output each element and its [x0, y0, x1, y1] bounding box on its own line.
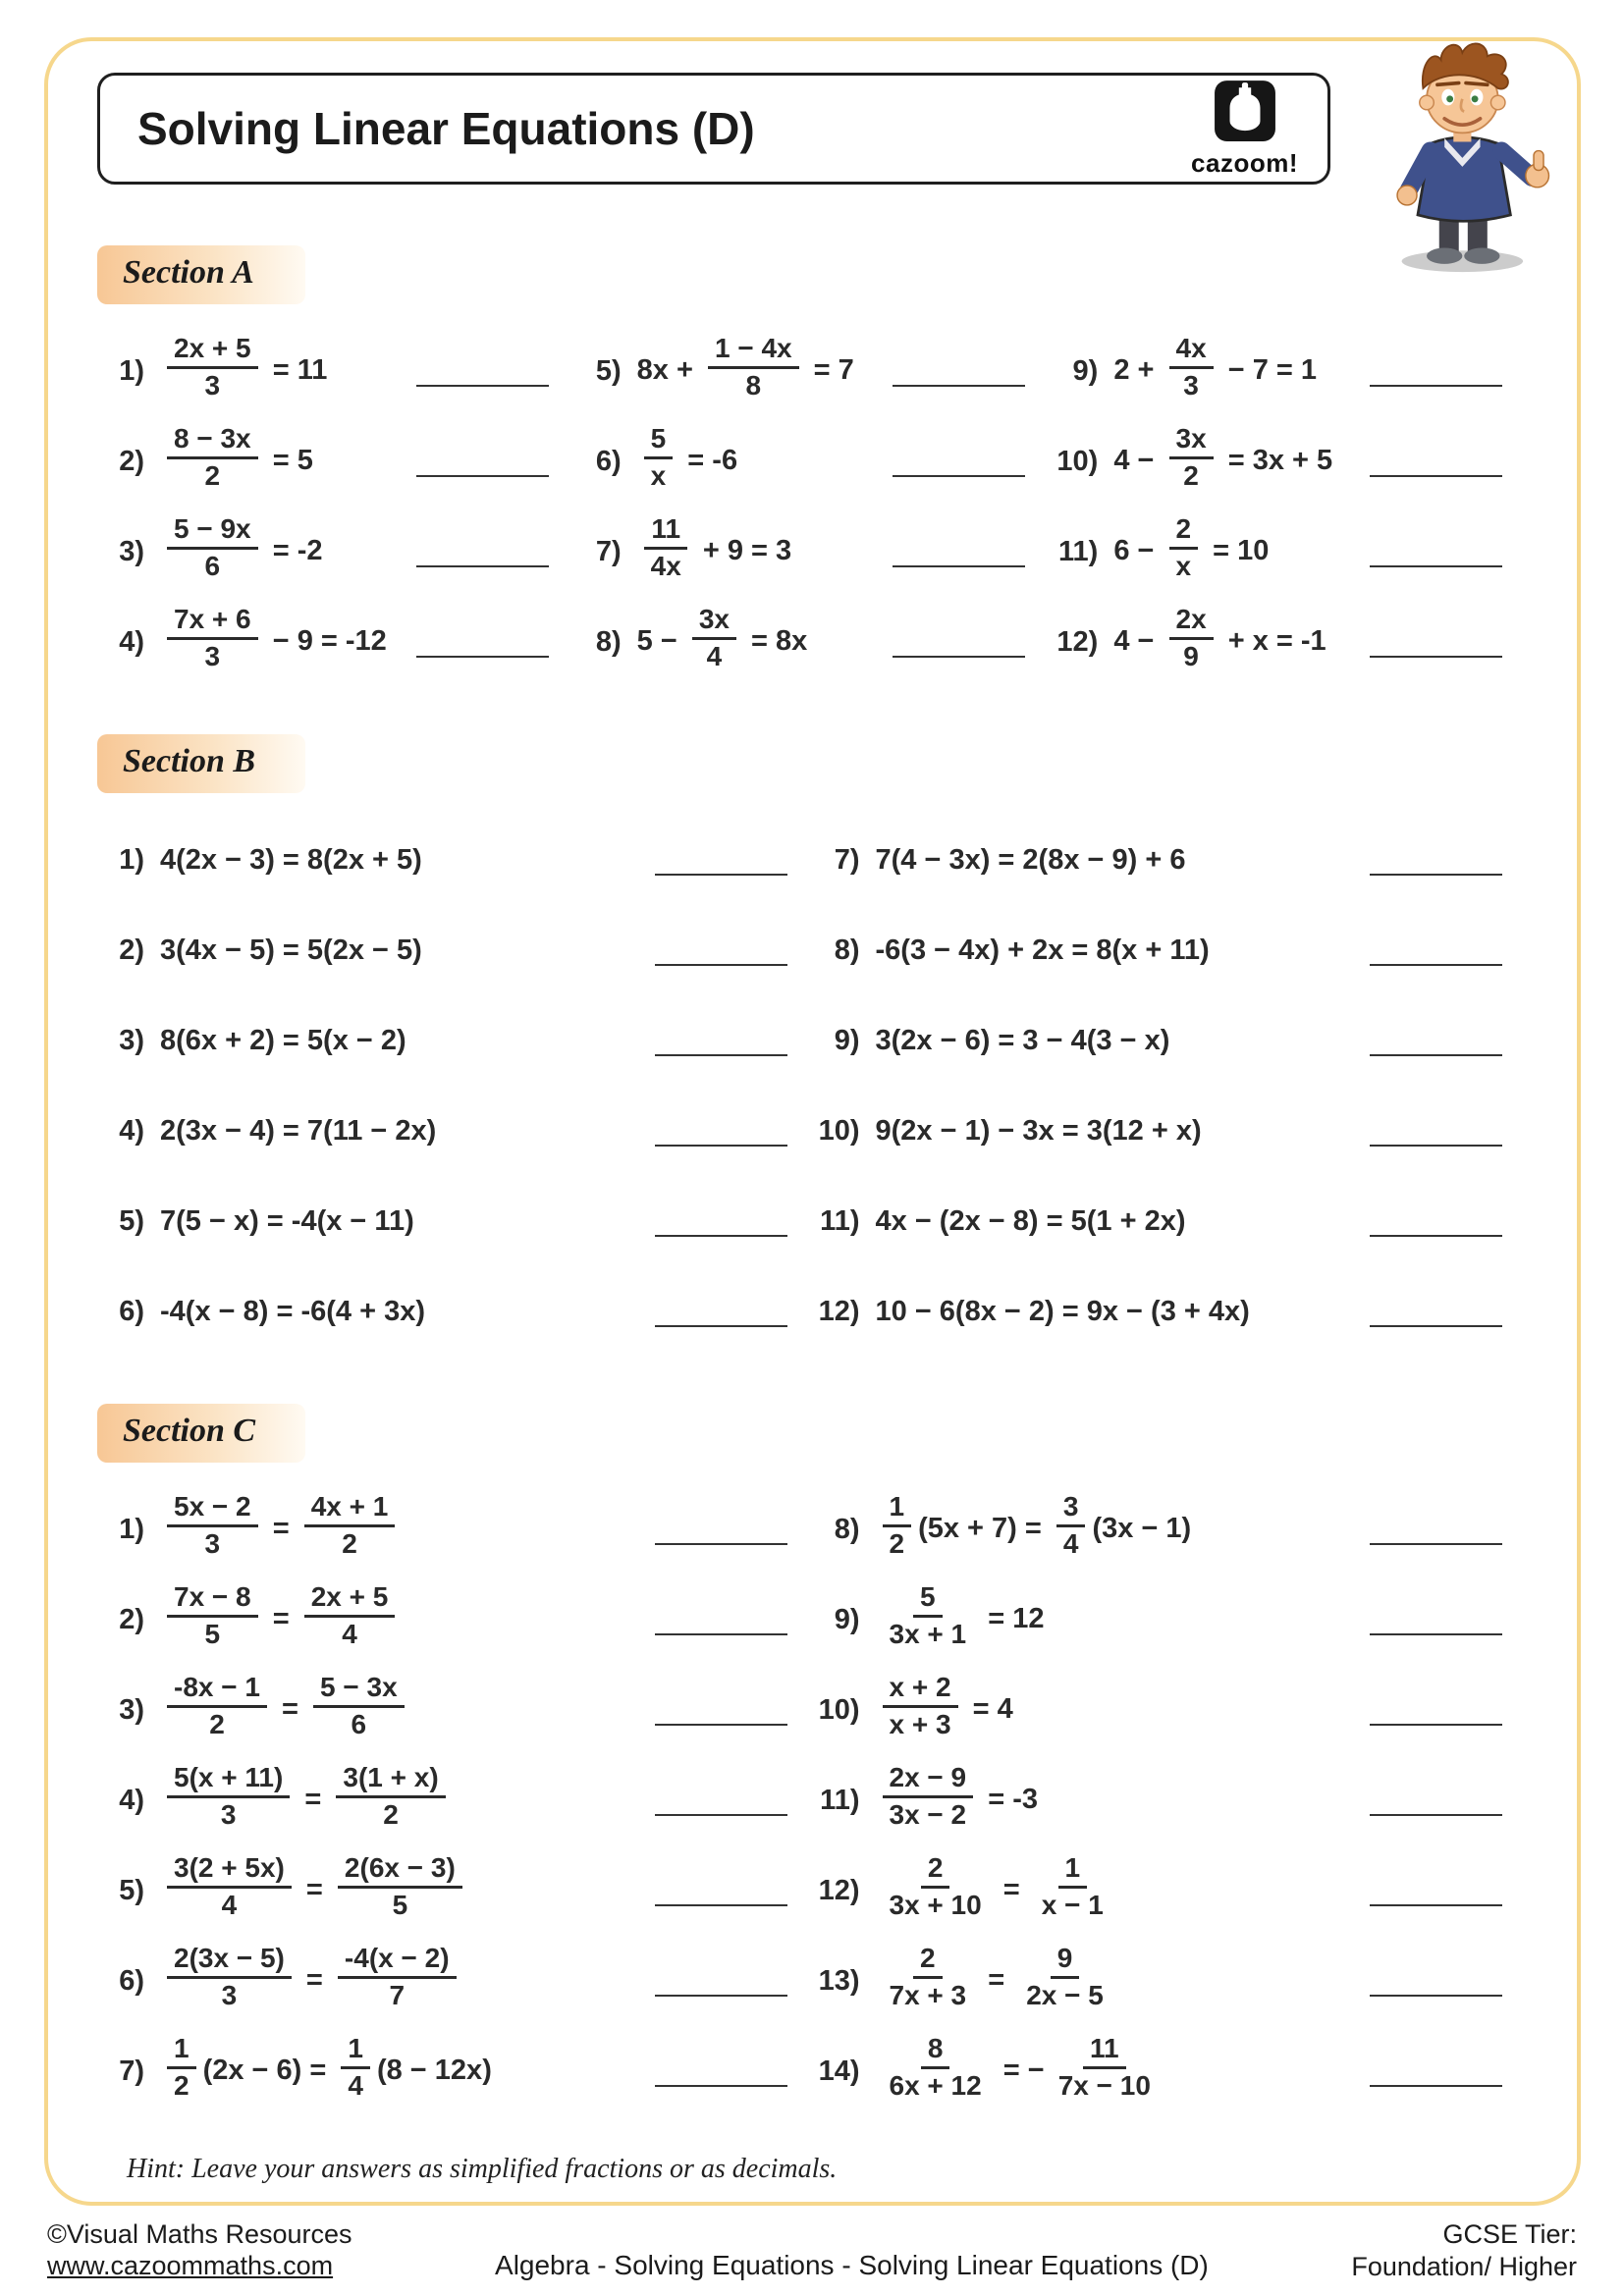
fraction-denominator: 3 — [204, 369, 221, 400]
answer-blank — [655, 1145, 787, 1147]
answer-blank — [655, 1904, 787, 1906]
problem-number: 6) — [119, 1295, 144, 1327]
fraction — [167, 1853, 292, 1921]
fraction — [167, 334, 258, 401]
problem-equation: 4(2x − 3) = 8(2x + 5) — [160, 843, 422, 876]
problem-equation: -6(3 − 4x) + 2x = 8(x + 11) — [875, 934, 1210, 966]
answer-blank — [893, 475, 1025, 477]
problem-equation: $\frac{5 - 9x}{6}$ = -2 — [160, 518, 322, 586]
fraction — [167, 2034, 196, 2102]
fraction — [167, 1673, 267, 1740]
problem-equation: $\frac{8}{6x + 12}$ = − $\frac{11}{7x - 10}$ — [876, 2038, 1164, 2106]
fraction-denominator: 8 — [745, 369, 762, 400]
worksheet-header — [97, 73, 1330, 185]
problem-equation: $\frac{5x - 2}{3}$ = $\frac{4x + 1}{2}$ — [160, 1496, 402, 1564]
fraction-denominator: 2 — [204, 459, 221, 491]
fraction-denominator: 3 — [221, 1979, 238, 2010]
problem-equation: 7(5 − x) = -4(x − 11) — [160, 1204, 414, 1237]
problem-number: 5) — [119, 1204, 144, 1237]
section-c-problems — [97, 1484, 1528, 2116]
problem-item — [97, 815, 813, 905]
problem-item — [97, 2026, 813, 2116]
fraction — [341, 2034, 370, 2102]
fraction-denominator: 2 — [174, 2069, 189, 2101]
fraction-denominator: 6x + 12 — [889, 2069, 982, 2101]
fraction — [1169, 334, 1214, 401]
fraction-numerator: 3x — [1169, 424, 1214, 459]
fraction-denominator: 7 — [389, 1979, 406, 2010]
answer-blank — [655, 1325, 787, 1327]
fraction-numerator: 1 − 4x — [708, 334, 799, 369]
cazoom-logo — [1191, 79, 1298, 179]
answer-blank — [416, 475, 549, 477]
section-b-problems — [97, 815, 1528, 1357]
problem-item — [813, 1575, 1529, 1665]
problem-number: 7) — [595, 535, 622, 567]
fraction — [1035, 1853, 1110, 1921]
problem-item — [97, 326, 574, 416]
section-a — [97, 245, 1528, 687]
fraction-denominator: 4 — [342, 1618, 357, 1649]
fraction-denominator: x — [1175, 550, 1192, 581]
fraction-numerator: 5 − 9x — [167, 514, 258, 550]
fraction-numerator: 11 — [644, 514, 687, 550]
fraction-numerator: 1 — [167, 2034, 196, 2069]
fraction-numerator: 8 — [921, 2034, 950, 2069]
footer-description: Algebra - Solving Equations - Solving Linear Equations (D) — [495, 2249, 1209, 2280]
problem-item — [97, 1484, 813, 1575]
fraction — [883, 1944, 974, 2011]
problem-number: 6) — [119, 1964, 144, 1997]
tier-label: GCSE Tier: — [1442, 2218, 1577, 2249]
problem-equation: $\frac{5(x + 11)}{3}$ = $\frac{3(1 + x)}{2}$ — [160, 1767, 453, 1835]
fraction-denominator: 2 — [383, 1798, 399, 1830]
problem-number: 12) — [818, 1295, 860, 1327]
problem-item — [813, 1755, 1529, 1845]
fraction — [167, 605, 258, 672]
problem-number: 11) — [820, 1784, 860, 1816]
hint-text: Hint: Leave your answers as simplified fractions or as decimals. — [127, 2154, 838, 2184]
problem-equation: $\frac{5}{x}$ = -6 — [637, 428, 737, 496]
problem-number: 4) — [119, 625, 144, 658]
fraction — [1019, 1944, 1110, 2011]
answer-blank — [1370, 1724, 1502, 1726]
fraction-numerator: 2x − 9 — [883, 1763, 974, 1798]
fraction — [167, 1763, 290, 1831]
problem-item — [813, 1936, 1529, 2026]
answer-blank — [1370, 1814, 1502, 1816]
fraction-numerator: 4x + 1 — [304, 1492, 396, 1527]
problem-number: 9) — [1072, 354, 1099, 387]
answer-blank — [655, 1054, 787, 1056]
problem-equation: 3(2x − 6) = 3 − 4(3 − x) — [875, 1024, 1170, 1056]
fraction — [883, 2034, 989, 2102]
answer-blank — [1370, 1904, 1502, 1906]
problem-item — [574, 507, 1052, 597]
answer-blank — [1370, 874, 1502, 876]
problem-number: 5) — [119, 1874, 144, 1906]
problem-equation: 3(4x − 5) = 5(2x − 5) — [160, 934, 422, 966]
fraction-denominator: 3 — [204, 1527, 221, 1559]
fraction-denominator: 4 — [221, 1889, 238, 1920]
answer-blank — [893, 656, 1025, 658]
fraction-denominator: 3 — [204, 640, 221, 671]
fraction — [167, 1582, 258, 1650]
problem-number: 9) — [834, 1024, 860, 1056]
fraction-numerator: 1 — [883, 1492, 912, 1527]
problem-item — [813, 995, 1529, 1086]
problem-equation: $\frac{2x + 5}{3}$ = 11 — [160, 338, 327, 405]
problem-item — [97, 905, 813, 995]
fraction — [304, 1492, 396, 1560]
fraction-numerator: 2x + 5 — [304, 1582, 396, 1618]
problem-equation: $\frac{-8x - 1}{2}$ = $\frac{5 - 3x}{6}$ — [160, 1677, 411, 1744]
section-c-label: Section C — [123, 1413, 256, 1449]
problem-item — [97, 1936, 813, 2026]
problem-item — [813, 1176, 1529, 1266]
problem-equation: -4(x − 8) = -6(4 + 3x) — [160, 1295, 425, 1327]
problem-equation: 2(3x − 4) = 7(11 − 2x) — [160, 1114, 437, 1147]
problem-equation: $\frac{2(3x - 5)}{3}$ = $\frac{-4(x - 2)}{7}$ — [160, 1948, 463, 2015]
answer-blank — [1370, 656, 1502, 658]
problem-item — [1051, 416, 1528, 507]
section-c-heading — [97, 1404, 305, 1463]
page-title: Solving Linear Equations (D) — [137, 103, 755, 154]
fraction-numerator: 5 — [913, 1582, 943, 1618]
answer-blank — [893, 565, 1025, 567]
fraction-denominator: x — [650, 459, 667, 491]
problem-number: 13) — [818, 1964, 860, 1997]
fraction — [644, 514, 688, 582]
problem-number: 2) — [119, 934, 144, 966]
section-b-heading — [97, 734, 305, 793]
fraction-numerator: 2x — [1169, 605, 1214, 640]
fraction-denominator: 5 — [392, 1889, 408, 1920]
answer-blank — [1370, 565, 1502, 567]
cazoom-logo-text: cazoom! — [1191, 148, 1298, 178]
fraction — [167, 424, 258, 492]
fraction-numerator: 5 — [644, 424, 674, 459]
fraction-numerator: 3(2 + 5x) — [167, 1853, 292, 1889]
problem-equation: 4x − (2x − 8) = 5(1 + 2x) — [875, 1204, 1186, 1237]
problem-equation: 8x + $\frac{1 - 4x}{8}$ = 7 — [636, 332, 854, 400]
problem-equation: $\frac{x + 2}{x + 3}$ = 4 — [876, 1677, 1013, 1744]
fraction-denominator: 2x − 5 — [1026, 1979, 1104, 2010]
fraction-denominator: 7x − 10 — [1057, 2069, 1151, 2101]
problem-number: 1) — [119, 1513, 144, 1545]
problem-number: 9) — [834, 1603, 860, 1635]
fraction-numerator: 2 — [913, 1944, 943, 1979]
problem-number: 3) — [119, 1693, 144, 1726]
problem-number: 3) — [119, 535, 144, 567]
problem-number: 7) — [834, 843, 860, 876]
answer-blank — [416, 565, 549, 567]
problem-item — [813, 1086, 1529, 1176]
fraction-denominator: 2 — [342, 1527, 357, 1559]
answer-blank — [1370, 964, 1502, 966]
answer-blank — [655, 874, 787, 876]
problem-equation: $\frac{8 - 3x}{2}$ = 5 — [160, 428, 313, 496]
problem-item — [813, 1665, 1529, 1755]
section-a-label: Section A — [123, 254, 254, 291]
fraction-numerator: 5x − 2 — [167, 1492, 258, 1527]
problem-number: 4) — [119, 1784, 144, 1816]
answer-blank — [655, 1543, 787, 1545]
fraction — [1169, 605, 1214, 672]
fraction-denominator: 3 — [1183, 369, 1199, 400]
fraction — [883, 1673, 958, 1740]
fraction-denominator: 3 — [220, 1798, 237, 1830]
section-b-label: Section B — [123, 743, 256, 779]
problem-item — [97, 597, 574, 687]
problem-item — [97, 507, 574, 597]
problem-item — [813, 905, 1529, 995]
problem-number: 4) — [119, 1114, 144, 1147]
problem-item — [97, 1266, 813, 1357]
fraction-numerator: 2(6x − 3) — [338, 1853, 462, 1889]
fraction-numerator: 11 — [1083, 2034, 1126, 2069]
problem-equation: 8(6x + 2) = 5(x − 2) — [160, 1024, 406, 1056]
answer-blank — [1370, 1543, 1502, 1545]
answer-blank — [1370, 1325, 1502, 1327]
fraction — [336, 1763, 445, 1831]
problem-number: 8) — [834, 1513, 860, 1545]
fraction-numerator: 1 — [341, 2034, 370, 2069]
section-a-problems — [97, 326, 1528, 687]
cartoon-character — [1359, 39, 1573, 273]
problem-number: 10) — [818, 1114, 860, 1147]
footer-tier — [1351, 2218, 1577, 2285]
problem-equation: $\frac{3(2 + 5x)}{4}$ = $\frac{2(6x - 3)}{5}$ — [160, 1857, 469, 1925]
section-b — [97, 734, 1528, 1357]
problem-item — [574, 416, 1052, 507]
answer-blank — [416, 656, 549, 658]
website-link[interactable]: www.cazoommaths.com — [47, 2251, 334, 2281]
fraction-numerator: 2x + 5 — [167, 334, 258, 369]
problem-equation: 4 − $\frac{3x}{2}$ = 3x + 5 — [1113, 422, 1333, 491]
fraction — [883, 1582, 974, 1650]
fraction-denominator: x + 3 — [889, 1708, 951, 1739]
problem-number: 3) — [119, 1024, 144, 1056]
answer-blank — [1370, 385, 1502, 387]
fraction — [883, 1853, 989, 1921]
problem-item — [97, 1665, 813, 1755]
problem-item — [1051, 597, 1528, 687]
problem-item — [97, 1575, 813, 1665]
answer-blank — [1370, 1995, 1502, 1997]
problem-number: 2) — [119, 445, 144, 477]
problem-equation: $\frac{11}{4x}$ + 9 = 3 — [637, 518, 792, 586]
fraction-numerator: 7x + 6 — [167, 605, 258, 640]
problem-equation: 10 − 6(8x − 2) = 9x − (3 + 4x) — [875, 1295, 1250, 1327]
fraction-numerator: x + 2 — [883, 1673, 958, 1708]
fraction — [644, 424, 674, 492]
fraction-numerator: 5 − 3x — [313, 1673, 405, 1708]
fraction — [338, 1853, 462, 1921]
fraction-denominator: 4 — [1062, 1527, 1079, 1559]
fraction-numerator: 3 — [1056, 1492, 1086, 1527]
problem-item — [1051, 326, 1528, 416]
problem-equation: $\frac{2}{7x + 3}$ = $\frac{9}{2x - 5}$ — [876, 1948, 1117, 2015]
fraction — [1052, 2034, 1158, 2102]
answer-blank — [655, 1995, 787, 1997]
fraction — [692, 605, 736, 672]
fraction-numerator: 2(3x − 5) — [167, 1944, 292, 1979]
fraction-denominator: 2 — [889, 1527, 905, 1559]
cazoom-logo-icon — [1213, 79, 1277, 148]
fraction — [313, 1673, 405, 1740]
problem-equation: 5 − $\frac{3x}{4}$ = 8x — [636, 603, 808, 671]
problem-number: 5) — [595, 354, 622, 387]
fraction-denominator: 2 — [1183, 459, 1199, 491]
problem-item — [1051, 507, 1528, 597]
answer-blank — [655, 1235, 787, 1237]
fraction — [304, 1582, 396, 1650]
problem-equation: 7(4 − 3x) = 2(8x − 9) + 6 — [875, 843, 1186, 876]
problem-equation: $\frac{2}{3x + 10}$ = $\frac{1}{x - 1}$ — [876, 1857, 1117, 1925]
problem-item — [97, 995, 813, 1086]
fraction — [1169, 514, 1199, 582]
problem-equation: $\frac{7x - 8}{5}$ = $\frac{2x + 5}{4}$ — [160, 1586, 402, 1654]
problem-item — [97, 1176, 813, 1266]
problem-item — [813, 815, 1529, 905]
fraction-numerator: 2 — [1169, 514, 1199, 550]
fraction-numerator: -4(x − 2) — [338, 1944, 457, 1979]
problem-number: 10) — [818, 1693, 860, 1726]
problem-number: 1) — [119, 354, 144, 387]
fraction-denominator: 6 — [204, 550, 221, 581]
fraction-numerator: 4x — [1169, 334, 1214, 369]
problem-equation: $\frac{2x - 9}{3x - 2}$ = -3 — [876, 1767, 1038, 1835]
problem-equation: 2 + $\frac{4x}{3}$ − 7 = 1 — [1113, 332, 1318, 400]
problem-number: 12) — [818, 1874, 860, 1906]
fraction — [883, 1763, 974, 1831]
fraction-numerator: 3(1 + x) — [336, 1763, 445, 1798]
answer-blank — [1370, 475, 1502, 477]
worksheet-border — [44, 37, 1581, 2206]
fraction-numerator: 9 — [1051, 1944, 1080, 1979]
fraction — [1169, 424, 1214, 492]
problem-item — [813, 2026, 1529, 2116]
copyright-text: ©Visual Maths Resources — [47, 2218, 352, 2249]
fraction-denominator: 3x + 10 — [889, 1889, 982, 1920]
fraction — [1056, 1492, 1086, 1560]
answer-blank — [893, 385, 1025, 387]
problem-number: 14) — [818, 2055, 860, 2087]
answer-blank — [1370, 1145, 1502, 1147]
fraction-numerator: 3x — [692, 605, 736, 640]
answer-blank — [1370, 1054, 1502, 1056]
fraction — [167, 1944, 292, 2011]
problem-number: 7) — [119, 2055, 144, 2087]
problem-equation: 9(2x − 1) − 3x = 3(12 + x) — [875, 1114, 1202, 1147]
tier-value: Foundation/ Higher — [1351, 2252, 1577, 2282]
fraction-denominator: 3x − 2 — [889, 1798, 967, 1830]
fraction — [883, 1492, 912, 1560]
fraction-denominator: 3x + 1 — [889, 1618, 967, 1649]
problem-item — [574, 326, 1052, 416]
problem-number: 11) — [1058, 535, 1099, 567]
answer-blank — [655, 1633, 787, 1635]
fraction-denominator: 4 — [348, 2069, 363, 2101]
answer-blank — [1370, 2085, 1502, 2087]
answer-blank — [655, 1814, 787, 1816]
fraction-numerator: 2 — [921, 1853, 950, 1889]
fraction-numerator: 5(x + 11) — [167, 1763, 290, 1798]
fraction-denominator: 4 — [706, 640, 723, 671]
fraction-denominator: 5 — [204, 1618, 221, 1649]
problem-item — [97, 1845, 813, 1936]
problem-number: 8) — [834, 934, 860, 966]
fraction-numerator: 1 — [1058, 1853, 1088, 1889]
problem-number: 6) — [595, 445, 622, 477]
fraction-numerator: -8x − 1 — [167, 1673, 267, 1708]
fraction — [338, 1944, 457, 2011]
problem-item — [813, 1484, 1529, 1575]
fraction-denominator: 2 — [209, 1708, 225, 1739]
problem-item — [813, 1266, 1529, 1357]
problem-item — [574, 597, 1052, 687]
section-c — [97, 1404, 1528, 2116]
problem-equation: 6 − $\frac{2}{x}$ = 10 — [1113, 512, 1270, 581]
problem-number: 12) — [1056, 625, 1099, 658]
section-a-heading — [97, 245, 305, 304]
answer-blank — [655, 2085, 787, 2087]
fraction-numerator: 7x − 8 — [167, 1582, 258, 1618]
fraction-denominator: 7x + 3 — [889, 1979, 967, 2010]
problem-equation: 4 − $\frac{2x}{9}$ + x = -1 — [1113, 603, 1326, 671]
page-footer — [47, 2218, 1577, 2285]
fraction-denominator: 9 — [1183, 640, 1199, 671]
problem-item — [97, 1086, 813, 1176]
problem-item — [813, 1845, 1529, 1936]
problem-equation: $\frac{5}{3x + 1}$ = 12 — [876, 1586, 1045, 1654]
answer-blank — [655, 964, 787, 966]
problem-item — [97, 1755, 813, 1845]
fraction-denominator: x − 1 — [1041, 1889, 1104, 1920]
answer-blank — [416, 385, 549, 387]
answer-blank — [655, 1724, 787, 1726]
problem-number: 10) — [1056, 445, 1099, 477]
footer-left — [47, 2218, 352, 2282]
fraction-denominator: 4x — [650, 550, 681, 581]
problem-equation: $\frac{1}{2}$ (5x + 7) = $\frac{3}{4}$ (3x − 1) — [876, 1496, 1192, 1564]
fraction-denominator: 6 — [351, 1708, 367, 1739]
problem-item — [97, 416, 574, 507]
fraction — [708, 334, 799, 401]
answer-blank — [1370, 1633, 1502, 1635]
problem-number: 1) — [119, 843, 144, 876]
problem-number: 2) — [119, 1603, 144, 1635]
fraction — [167, 1492, 258, 1560]
fraction-numerator: 8 − 3x — [167, 424, 258, 459]
fraction — [167, 514, 258, 582]
answer-blank — [1370, 1235, 1502, 1237]
problem-number: 11) — [820, 1204, 860, 1237]
problem-equation: $\frac{7x + 6}{3}$ − 9 = -12 — [160, 609, 387, 676]
problem-equation: $\frac{1}{2}$ (2x − 6) = $\frac{1}{4}$ (8 − 12x) — [160, 2038, 492, 2106]
problem-number: 8) — [595, 625, 622, 658]
